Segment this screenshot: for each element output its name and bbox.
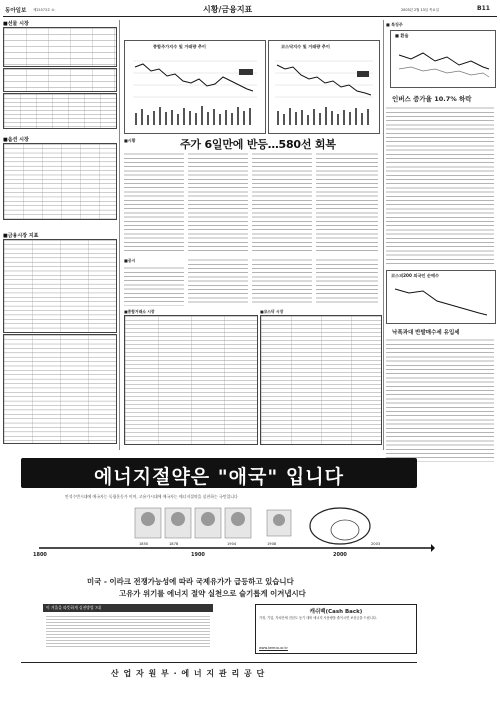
futures-table-2 (3, 68, 117, 92)
exchange-rate-chart-title: ■ 환율 (395, 33, 409, 38)
year-1908: 1908 (267, 542, 277, 546)
ad-sponsor: 산 업 자 원 부 · 에 너 지 관 리 공 단 (111, 669, 266, 678)
main-story-body-4 (316, 152, 378, 252)
masthead-rule (3, 16, 497, 17)
futures-table (3, 27, 117, 67)
ad-cashback-body: 가정, 기업, 자치단체 전년도 동기 대비 에너지 사용량을 줄이시면 보상금을 드립니다. (259, 616, 377, 620)
year-2003: 2003 (371, 542, 381, 546)
year-1904: 1904 (227, 542, 237, 546)
feature2-body (386, 338, 494, 462)
year-1800: 1800 (33, 552, 47, 558)
left-divider (119, 20, 120, 450)
ad-slogan-1: 미국 - 이라크 전쟁가능성에 따라 국제유가가 급등하고 있습니다 (87, 577, 294, 586)
disclosure-body-1 (124, 266, 184, 306)
exchange-table (124, 315, 258, 445)
feature2-headline: 낙폭과대 반발매수세 유입세 (392, 330, 460, 336)
kosdaq-table (260, 315, 382, 445)
issue-meta: 제25573호 ④ (33, 8, 55, 12)
kosdaq-chart (268, 40, 380, 134)
masthead (3, 4, 497, 16)
year-1878: 1878 (169, 542, 179, 546)
foreign-buying-chart-title: 코스피200 외국인 순매수 (391, 273, 440, 278)
kospi-chart-svg (125, 41, 265, 133)
disclosure-tag: ■공시 (124, 258, 136, 263)
kospi-chart (124, 40, 266, 134)
futures-table-3 (3, 93, 117, 129)
main-story-body-2 (188, 152, 248, 252)
right-column (386, 20, 497, 450)
kospi-chart-title: 종합주가지수 및 거래량 추이 (153, 44, 206, 49)
options-table (3, 143, 117, 220)
market-tag: ■시황 (124, 138, 136, 143)
year-1900: 1900 (191, 552, 205, 558)
ad-banner (21, 458, 417, 488)
financial-table-2 (3, 334, 117, 444)
ad-cashback-title: 캐쉬백(Cash Back) (309, 609, 363, 615)
exchange-rate-chart (390, 30, 496, 88)
kospi-index-line (135, 64, 253, 91)
ad-tips-list (46, 615, 210, 649)
ad-cashback-url[interactable]: www.kemco.or.kr (259, 646, 288, 650)
ad-footer-rule (21, 662, 417, 663)
left-column (3, 20, 117, 440)
section-title: 시황/금융지표 (203, 5, 253, 14)
disclosure-section (124, 258, 380, 308)
ad-cashback-box (255, 604, 417, 654)
kosdaq-table-title: ■코스닥 시장 (260, 309, 284, 314)
main-headline: 주가 6일만에 반등…580선 회복 (180, 138, 336, 151)
main-story-body-3 (252, 152, 312, 252)
main-story-body-1 (124, 152, 184, 252)
foreign-buying-chart (386, 270, 496, 324)
kosdaq-volume-bars (277, 107, 369, 125)
year-2000: 2000 (333, 552, 347, 558)
right-divider (383, 20, 384, 450)
exchange-chart-svg (391, 31, 495, 87)
feature-body (386, 106, 494, 266)
futures-section-title: ■선물 시장 (3, 21, 29, 27)
financial-table (3, 239, 117, 333)
kospi-volume-bars (135, 106, 251, 125)
energy-ad (3, 454, 497, 704)
ad-slogan-2: 고유가 위기를 에너지 절약 실천으로 슬기롭게 이겨냅시다 (119, 589, 306, 598)
kosdaq-index-line (277, 65, 371, 95)
ad-tagline: 안석수반시대에 애국자는 독립운동가 이며, 고유가시대에 애국자는 에너지절약을 실천하는 국민입니다 (65, 494, 238, 499)
kosdaq-chart-title: 코스닥지수 및 거래량 추이 (281, 44, 330, 49)
kosdaq-chart-svg (269, 41, 379, 133)
foreign-chart-svg (387, 271, 495, 323)
main-story (124, 136, 380, 256)
paper-name: 동아일보 (5, 8, 27, 14)
ad-tips-box (43, 604, 213, 652)
page-number: B11 (477, 5, 490, 12)
year-1850: 1850 (139, 542, 149, 546)
ad-banner-text: 에너지절약은 "애국" 입니다 (94, 466, 344, 488)
financial-indicators-title: ■금융시장 지표 (3, 233, 39, 239)
disclosure-body-4 (316, 258, 378, 306)
disclosure-body-3 (252, 258, 312, 306)
disclosure-body-2 (188, 258, 248, 306)
exchange-table-title: ■종합거래소 시장 (124, 309, 155, 314)
ad-tips-title: 이 겨울을 따뜻하게 실천방법 7대 (43, 604, 213, 612)
date-line: 2003년 2월 13일 목요일 (401, 8, 439, 12)
options-section-title: ■옵션 시장 (3, 137, 29, 143)
feature-tag: ■ 특징주 (386, 22, 403, 27)
feature-headline: 인버스 증가율 10.7% 하락 (392, 95, 472, 103)
